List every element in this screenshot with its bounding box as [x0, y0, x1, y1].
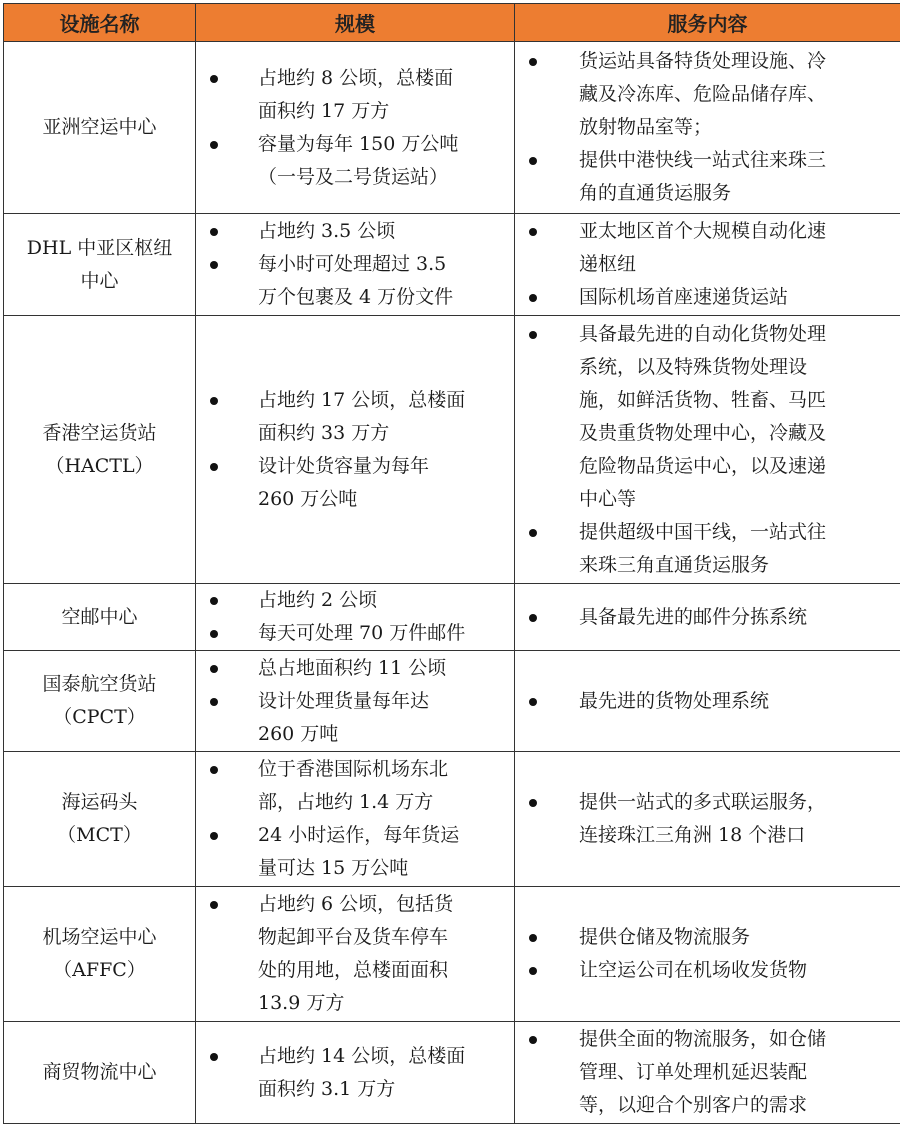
facilities-table: [3, 3, 900, 1124]
bullet-text: 等，以迎合个别客户的需求: [579, 1094, 808, 1116]
bullet-text: 面积约 3.1 万方: [258, 1077, 396, 1100]
bullet-item: [515, 144, 900, 210]
bullet-text: 260 万吨: [258, 722, 339, 745]
bullet-icon: [529, 1036, 537, 1044]
bullet-text: 量可达 15 万公吨: [258, 857, 409, 879]
bullet-text: 万个包裹及 4 万份文件: [258, 286, 454, 308]
bullet-text: 让空运公司在机场收发货物: [579, 959, 808, 981]
bullet-text: 施，如鲜活货物、牲畜、马匹: [579, 388, 827, 411]
services-cell: [515, 752, 900, 887]
bullet-text: 占地约 14 公顷，总楼面: [258, 1044, 466, 1067]
facility-name: 国泰航空货站: [42, 673, 157, 695]
bullet-text: 管理、订单处理机延迟装配: [579, 1061, 808, 1083]
bullet-icon: [210, 463, 218, 471]
bullet-text: 设计处货容量为每年: [258, 454, 430, 477]
bullet-item: [515, 601, 900, 634]
table-row: [4, 42, 900, 214]
table-row: [4, 1022, 900, 1124]
bullet-item: [515, 786, 900, 852]
bullet-icon: [529, 934, 537, 942]
bullet-icon: [210, 228, 218, 236]
bullet-item: [196, 753, 514, 819]
table-row: [4, 214, 900, 316]
bullet-item: [515, 954, 900, 987]
bullet-text: 货运站具备特货处理设施、冷: [579, 50, 827, 72]
bullet-item: [515, 318, 900, 516]
table-row: [4, 584, 900, 651]
bullet-item: [196, 584, 514, 617]
bullet-text: 具备最先进的自动化货物处理: [579, 322, 827, 345]
facility-name-cell: [4, 214, 196, 316]
facility-name: 亚洲空运中心: [42, 116, 157, 138]
facility-name-cell: [4, 651, 196, 752]
bullet-text: 占地约 17 公顷，总楼面: [258, 388, 466, 411]
facility-name: （HACTL）: [45, 454, 154, 477]
bullet-text: 260 万公吨: [258, 487, 358, 510]
bullet-text: 占地约 8 公顷，总楼面: [258, 66, 454, 89]
bullet-icon: [529, 294, 537, 302]
bullet-item: [515, 685, 900, 718]
facility-name: （AFFC）: [53, 959, 146, 981]
bullet-item: [196, 384, 514, 450]
bullet-text: 占地约 2 公顷: [258, 589, 378, 611]
bullet-icon: [529, 157, 537, 165]
table-row: [4, 316, 900, 584]
bullet-text: 来珠三角直通货运服务: [579, 553, 770, 576]
bullet-text: 国际机场首座速递货运站: [579, 286, 789, 308]
bullet-item: [515, 215, 900, 281]
bullet-text: 连接珠江三角洲 18 个港口: [579, 824, 806, 846]
bullet-icon: [210, 698, 218, 706]
bullet-icon: [529, 799, 537, 807]
services-cell: [515, 316, 900, 584]
bullet-text: 中心等: [579, 487, 637, 510]
facility-name: （CPCT）: [53, 706, 146, 728]
bullet-icon: [210, 766, 218, 774]
services-cell: [515, 214, 900, 316]
bullet-text: 提供中港快线一站式往来珠三: [579, 149, 827, 171]
bullet-text: 每小时可处理超过 3.5: [258, 253, 447, 275]
bullet-text: 危险物品货运中心，以及速递: [579, 454, 827, 477]
facility-name-cell: [4, 316, 196, 584]
bullet-icon: [210, 261, 218, 269]
header-facility-name: 设施名称: [4, 4, 196, 42]
bullet-item: [196, 888, 514, 1020]
table-row: [4, 887, 900, 1022]
table-row: [4, 651, 900, 752]
bullet-text: 总占地面积约 11 公顷: [258, 656, 447, 679]
bullet-text: 部，占地约 1.4 万方: [258, 791, 434, 813]
bullet-icon: [529, 614, 537, 622]
bullet-item: [196, 617, 514, 650]
services-cell: [515, 42, 900, 214]
bullet-icon: [210, 630, 218, 638]
bullet-icon: [210, 1053, 218, 1061]
bullet-icon: [210, 665, 218, 673]
bullet-text: 占地约 6 公顷，包括货: [258, 893, 454, 915]
bullet-text: 系统，以及特殊货物处理设: [579, 355, 808, 378]
bullet-item: [515, 281, 900, 314]
table-row: [4, 752, 900, 887]
bullet-text: 递枢纽: [579, 253, 637, 275]
bullet-icon: [529, 58, 537, 66]
bullet-text: 面积约 33 万方: [258, 421, 390, 444]
bullet-item: [196, 248, 514, 314]
bullet-icon: [529, 331, 537, 339]
facility-name: DHL 中亚区枢纽: [26, 236, 173, 259]
bullet-item: [196, 1040, 514, 1106]
bullet-text: 及贵重货物处理中心，冷藏及: [579, 421, 827, 444]
scale-cell: [196, 1022, 515, 1124]
bullet-text: 24 小时运作，每年货运: [258, 824, 460, 846]
facility-name-cell: [4, 887, 196, 1022]
bullet-icon: [529, 698, 537, 706]
facility-name-cell: [4, 1022, 196, 1124]
bullet-icon: [210, 75, 218, 83]
bullet-icon: [210, 141, 218, 149]
header-services: 服务内容: [515, 4, 900, 42]
facility-name: （MCT）: [57, 824, 142, 846]
scale-cell: [196, 584, 515, 651]
bullet-icon: [210, 597, 218, 605]
bullet-icon: [210, 832, 218, 840]
bullet-item: [196, 62, 514, 128]
facility-name: 中心: [80, 269, 119, 292]
scale-cell: [196, 214, 515, 316]
bullet-text: 每天可处理 70 万件邮件: [258, 622, 466, 644]
bullet-text: 13.9 万方: [258, 992, 345, 1014]
bullet-icon: [210, 397, 218, 405]
scale-cell: [196, 752, 515, 887]
bullet-text: 面积约 17 万方: [258, 99, 390, 122]
scale-cell: [196, 887, 515, 1022]
facility-name: 商贸物流中心: [42, 1061, 157, 1083]
bullet-text: 提供一站式的多式联运服务，: [579, 791, 827, 813]
bullet-text: 容量为每年 150 万公吨: [258, 132, 459, 155]
services-cell: [515, 1022, 900, 1124]
scale-cell: [196, 651, 515, 752]
facility-name: 海运码头: [61, 791, 138, 813]
facility-name-cell: [4, 752, 196, 887]
bullet-item: [515, 1023, 900, 1122]
bullet-item: [515, 516, 900, 582]
facility-name-cell: [4, 42, 196, 214]
facility-name-cell: [4, 584, 196, 651]
services-cell: [515, 651, 900, 752]
table-header-row: [4, 4, 900, 42]
bullet-text: 亚太地区首个大规模自动化速: [579, 220, 827, 242]
bullet-item: [515, 45, 900, 144]
bullet-text: 处的用地，总楼面面积: [258, 959, 449, 981]
bullet-text: 具备最先进的邮件分拣系统: [579, 605, 808, 628]
services-cell: [515, 887, 900, 1022]
bullet-item: [515, 921, 900, 954]
bullet-text: 物起卸平台及货车停车: [258, 926, 449, 948]
scale-cell: [196, 42, 515, 214]
services-cell: [515, 584, 900, 651]
bullet-text: 设计处理货量每年达: [258, 689, 430, 712]
bullet-text: 最先进的货物处理系统: [579, 689, 770, 712]
facility-name: 空邮中心: [61, 605, 138, 628]
bullet-icon: [529, 967, 537, 975]
facility-name: 香港空运货站: [42, 421, 157, 444]
bullet-text: （一号及二号货运站）: [258, 165, 449, 188]
bullet-text: 占地约 3.5 公顷: [258, 220, 396, 242]
bullet-text: 提供超级中国干线，一站式往: [579, 520, 827, 543]
bullet-item: [196, 685, 514, 751]
bullet-item: [196, 652, 514, 685]
scale-cell: [196, 316, 515, 584]
facility-name: 机场空运中心: [42, 926, 157, 948]
bullet-text: 放射物品室等；: [579, 116, 713, 138]
bullet-text: 角的直通货运服务: [579, 182, 732, 204]
bullet-item: [196, 450, 514, 516]
bullet-text: 提供全面的物流服务，如仓储: [579, 1028, 827, 1050]
bullet-icon: [529, 228, 537, 236]
bullet-item: [196, 215, 514, 248]
bullet-text: 提供仓储及物流服务: [579, 926, 751, 948]
header-scale: 规模: [196, 4, 515, 42]
bullet-item: [196, 819, 514, 885]
bullet-icon: [529, 529, 537, 537]
bullet-icon: [210, 901, 218, 909]
bullet-item: [196, 128, 514, 194]
bullet-text: 藏及冷冻库、危险品储存库、: [579, 83, 827, 105]
bullet-text: 位于香港国际机场东北: [258, 758, 449, 780]
